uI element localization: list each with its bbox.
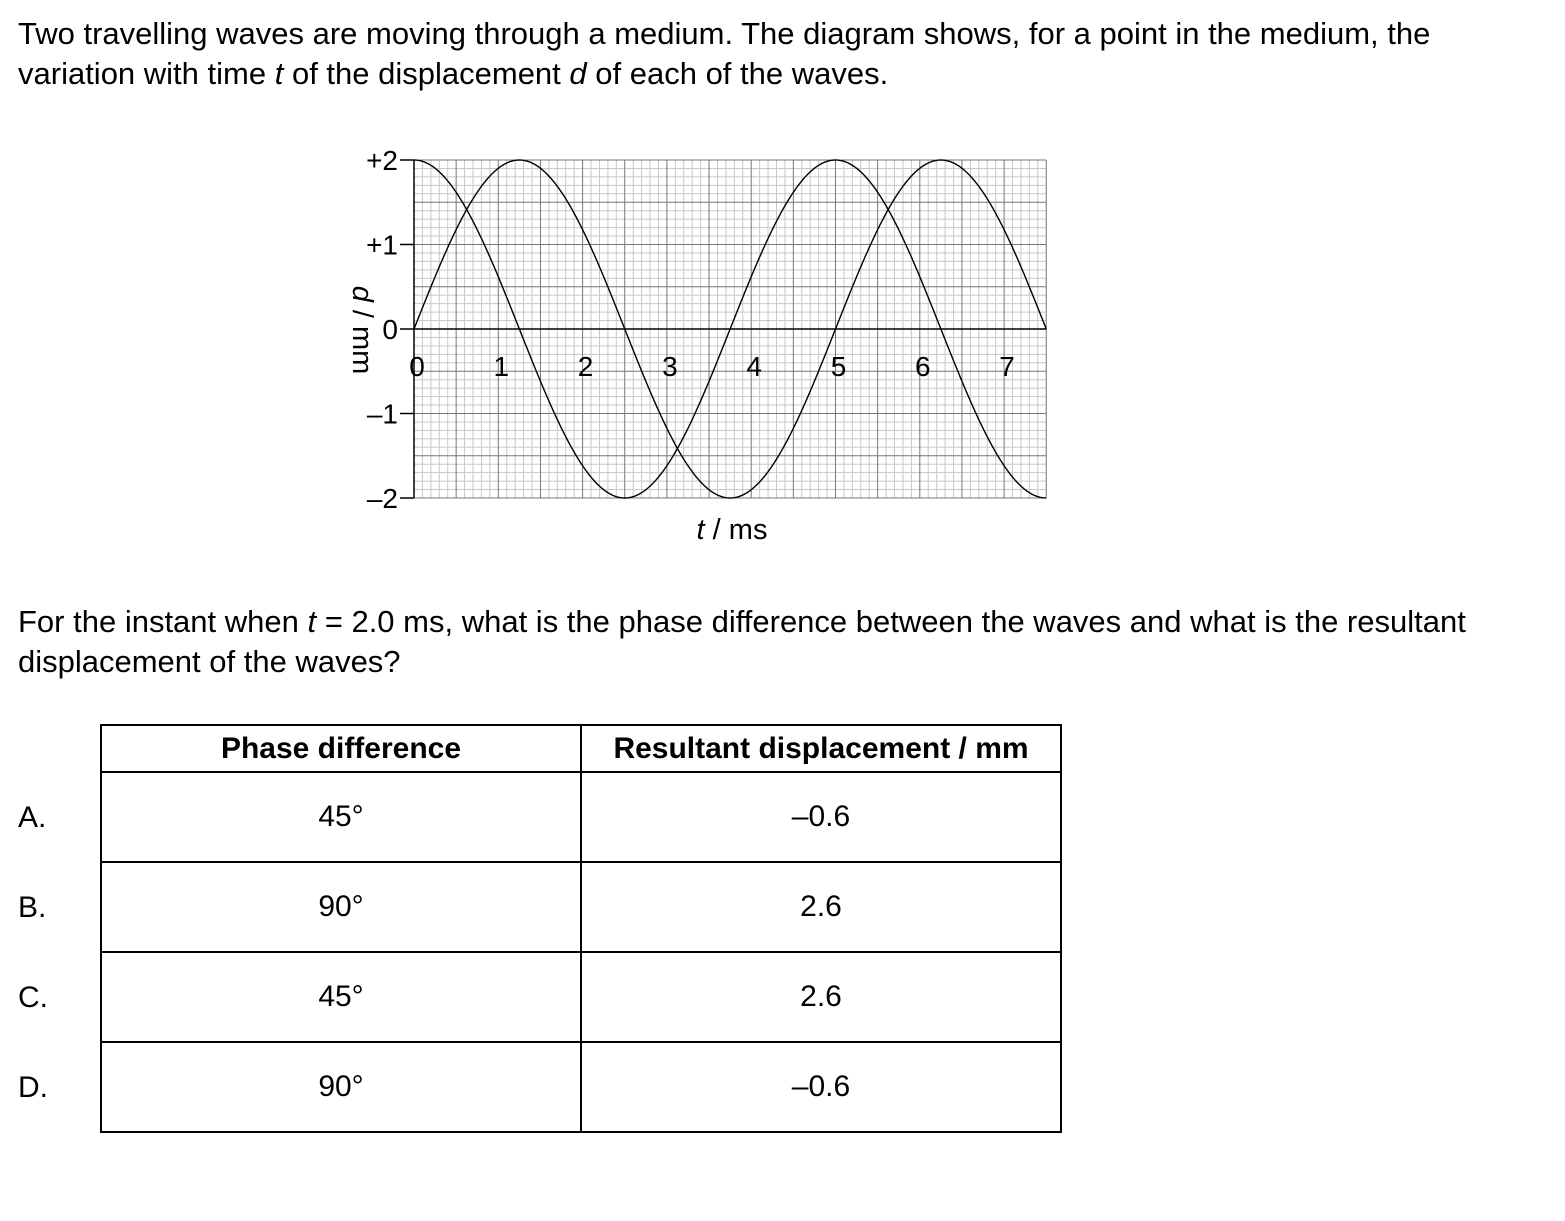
- x-tick-label: 6: [915, 351, 931, 382]
- variable-t: t: [274, 56, 284, 91]
- variable-t: t: [307, 604, 317, 639]
- phase-cell: 45°: [101, 952, 581, 1042]
- x-tick-label: 7: [999, 351, 1015, 382]
- y-tick-label: –2: [366, 483, 398, 514]
- y-tick-label: +2: [366, 145, 398, 176]
- table-header-row: [101, 725, 1061, 772]
- header-phase-difference: Phase difference: [101, 725, 581, 772]
- y-tick-label: –1: [366, 398, 398, 430]
- option-letter-b: B.: [18, 891, 47, 924]
- x-tick-labels: [409, 351, 1015, 382]
- answer-table: [100, 724, 1062, 1133]
- phase-cell: 45°: [101, 772, 581, 862]
- y-tick-label: 0: [382, 314, 398, 345]
- x-axis-label: t / ms: [696, 514, 768, 546]
- y-axis-label: d / mm: [346, 285, 378, 375]
- x-tick-label: 3: [662, 351, 678, 382]
- displacement-cell: 2.6: [581, 862, 1061, 952]
- displacement-cell: –0.6: [581, 1042, 1061, 1132]
- variable-d: d: [569, 56, 587, 91]
- x-tick-label: 1: [493, 351, 510, 382]
- x-tick-label: 2: [577, 351, 594, 382]
- table-row[interactable]: [101, 862, 1061, 952]
- header-resultant-displacement: Resultant displacement / mm: [581, 725, 1061, 772]
- phase-cell: 90°: [101, 1042, 581, 1132]
- option-letter-c: C.: [18, 981, 48, 1014]
- y-tick-label: +1: [366, 229, 398, 261]
- option-letter-d: D.: [18, 1071, 48, 1104]
- table-row[interactable]: [101, 772, 1061, 862]
- table-row[interactable]: [101, 952, 1061, 1042]
- question-text: For the instant when t = 2.0 ms, what is the phase difference between the waves and what is the resultant displacement of the waves?: [18, 604, 1466, 679]
- option-letter-a: A.: [18, 801, 47, 834]
- x-tick-label: 5: [830, 351, 847, 382]
- intro-text: Two travelling waves are moving through a medium. The diagram shows, for a point in the medium, the variation with time t of the displacement d of each of the waves.: [18, 16, 1431, 91]
- x-tick-label: 0: [409, 351, 425, 382]
- phase-cell: 90°: [101, 862, 581, 952]
- wave-graph: [0, 0, 1565, 580]
- displacement-cell: –0.6: [581, 772, 1061, 862]
- displacement-cell: 2.6: [581, 952, 1061, 1042]
- x-tick-label: 4: [746, 351, 762, 382]
- table-row[interactable]: [101, 1042, 1061, 1132]
